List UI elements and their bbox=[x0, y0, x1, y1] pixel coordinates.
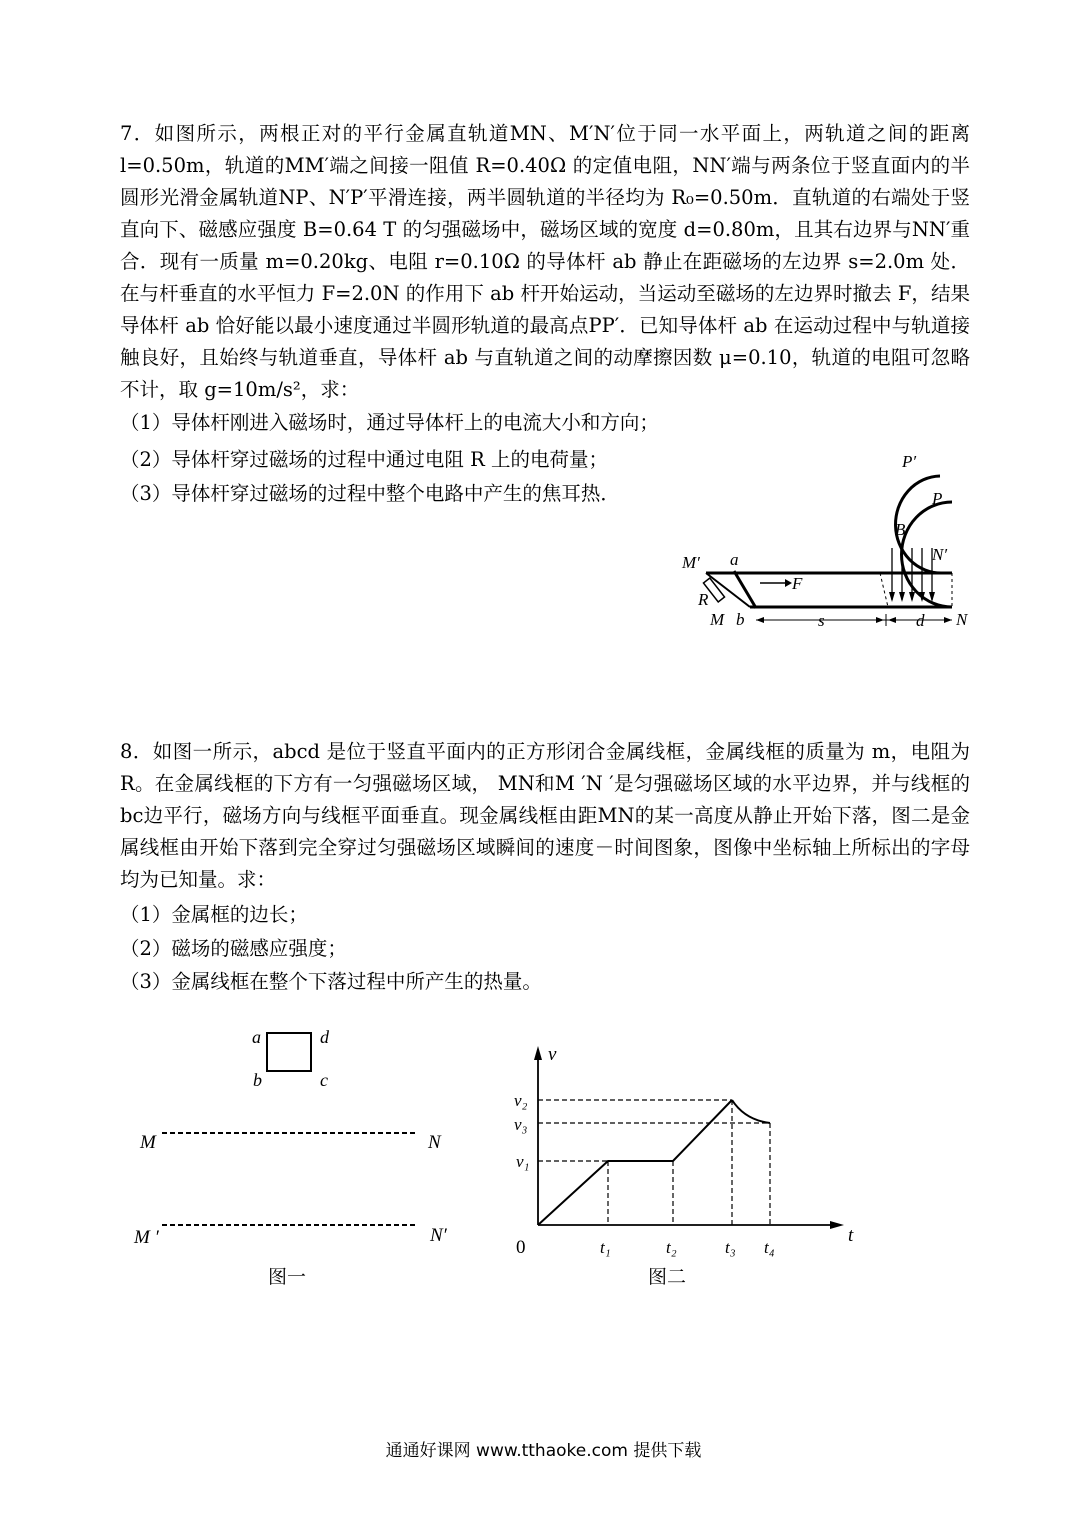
force-arrowhead bbox=[785, 579, 792, 587]
label-t4: t₄ bbox=[764, 1238, 775, 1257]
label-d: d bbox=[320, 1027, 329, 1047]
label-v-axis: v bbox=[548, 1044, 557, 1065]
figure1-caption: 图一 bbox=[268, 1266, 307, 1288]
field-left-boundary bbox=[880, 573, 888, 607]
label-B: B bbox=[895, 520, 906, 539]
label-v1: v₁ bbox=[516, 1152, 530, 1171]
problem8-q3: （3）金属线框在整个下落过程中所产生的热量。 bbox=[120, 970, 542, 993]
problem7-q3: （3）导体杆穿过磁场的过程中整个电路中产生的焦耳热． bbox=[120, 482, 620, 505]
guide-lines bbox=[538, 1100, 770, 1225]
problem8-text: 8．如图一所示，abcd 是位于竖直平面内的正方形闭合金属线框，金属线框的质量为 m，电阻为R。在金属线框的下方有一匀强磁场区域， MN和M ′N ′是匀强磁场区域的水平边界，并与线框的bc边平行，磁场方向与线框平面垂直。现金属线框由距MN的某一高度从静止开始下落，图二是金属线框由开始下落到完全穿过匀强磁场区域瞬间的速度－时间图象，图像中坐标轴上所标出的字母均为已知量。求： bbox=[120, 740, 970, 891]
label-origin: 0 bbox=[516, 1237, 526, 1258]
field-arrows bbox=[889, 548, 935, 602]
problem7-q1: （1）导体杆刚进入磁场时，通过导体杆上的电流大小和方向； bbox=[120, 411, 659, 434]
label-P: P bbox=[932, 489, 943, 508]
label-t3: t₃ bbox=[725, 1238, 736, 1257]
t-axis-arrowhead bbox=[830, 1221, 844, 1229]
label-F: F bbox=[792, 574, 803, 593]
problem8-q1: （1）金属框的边长； bbox=[120, 903, 308, 926]
label-b: b bbox=[736, 610, 745, 629]
label-a: a bbox=[252, 1027, 261, 1047]
label-t-axis: t bbox=[848, 1225, 854, 1246]
problem7-q2: （2）导体杆穿过磁场的过程中通过电阻 R 上的电荷量； bbox=[120, 448, 608, 471]
problem8-figure2 bbox=[500, 1040, 870, 1260]
label-M: M bbox=[140, 1132, 156, 1153]
v-axis-arrowhead bbox=[534, 1046, 542, 1060]
label-N: N bbox=[956, 610, 968, 629]
label-M: M bbox=[710, 610, 725, 629]
label-s: s bbox=[818, 611, 825, 630]
wire-frame-abcd bbox=[267, 1033, 311, 1071]
problem7-text: 7．如图所示，两根正对的平行金属直轨道MN、M′N′位于同一水平面上，两轨道之间的距离 l=0.50m，轨道的MM′端之间接一阻值 R=0.40Ω 的定值电阻，NN′端与两条位于竖直面内的半圆形光滑金属轨道NP、N′P′平滑连接，两半圆轨道的半径均为 R₀=0.50m．直轨道的右端处于竖直向下、磁感应强度 B=0.64 T 的匀强磁场中，磁场区域的宽度 d=0.80m，且其右边界与NN′重合．现有一质量 m=0.20kg、电阻 r=0.10Ω 的导体杆 ab 静止在距磁场的左边界 s=2.0m 处．在与杆垂直的水平恒力 F=2.0N 的作用下 ab 杆开始运动，当运动至磁场的左边界时撤去 F，结果导体杆 ab 恰好能以最小速度通过半圆形轨道的最高点PP′．已知导体杆 ab 在运动过程中与轨道接触良好，且始终与轨道垂直，导体杆 ab 与直轨道之间的动摩擦因数 μ=0.10，轨道的电阻可忽略不计，取 g=10m/s²，求： bbox=[120, 122, 970, 401]
label-N: N bbox=[428, 1132, 441, 1153]
velocity-curve-decay bbox=[732, 1100, 770, 1123]
problem7-figure bbox=[670, 440, 1030, 640]
figure2-caption: 图二 bbox=[648, 1266, 687, 1288]
label-v3: v₃ bbox=[514, 1115, 528, 1134]
label-t2: t₂ bbox=[666, 1238, 677, 1257]
label-c: c bbox=[320, 1070, 328, 1090]
velocity-curve bbox=[538, 1100, 732, 1225]
label-a: a bbox=[730, 550, 739, 569]
label-M-prime: M ′ bbox=[134, 1227, 159, 1248]
label-v2: v₂ bbox=[514, 1091, 528, 1110]
problem8-figure1 bbox=[120, 1015, 480, 1255]
label-R: R bbox=[698, 590, 709, 609]
label-M-prime: M′ bbox=[682, 553, 700, 572]
label-d: d bbox=[916, 611, 925, 630]
label-P-prime: P′ bbox=[902, 452, 917, 471]
label-t1: t₁ bbox=[600, 1238, 611, 1257]
page-footer: 通通好课网 www.tthaoke.com 提供下载 bbox=[385, 1441, 702, 1461]
label-b: b bbox=[253, 1070, 262, 1090]
problem8-q2: （2）磁场的磁感应强度； bbox=[120, 937, 347, 960]
label-N-prime: N′ bbox=[430, 1225, 447, 1246]
label-N-prime: N′ bbox=[932, 545, 948, 564]
